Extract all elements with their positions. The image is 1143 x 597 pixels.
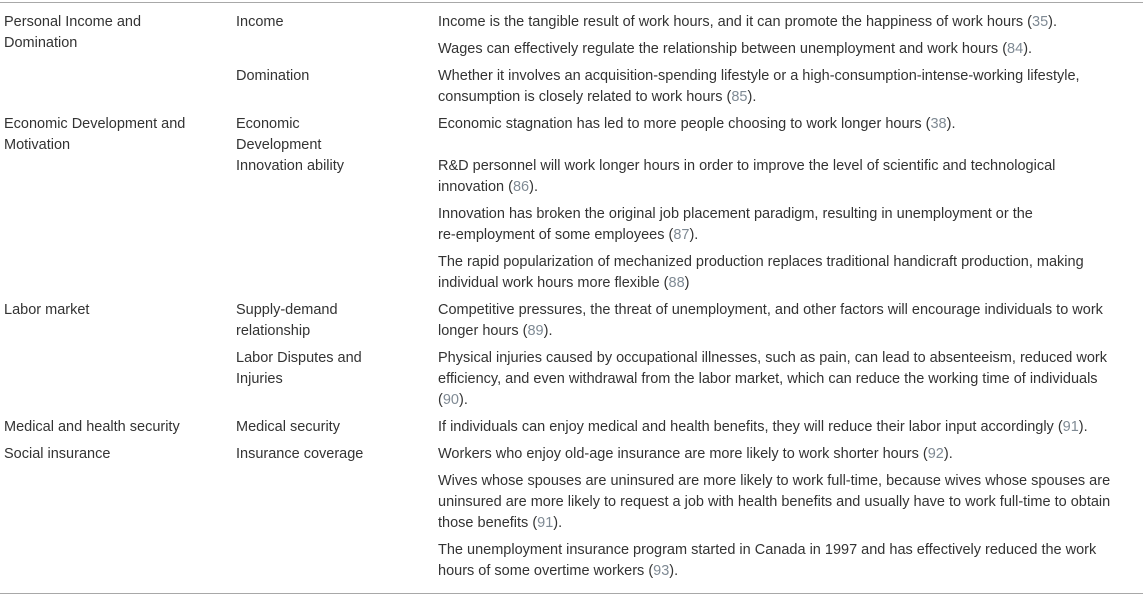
table-row bbox=[0, 114, 1143, 156]
description-entry bbox=[438, 444, 1143, 465]
entry-text: Whether it involves an acquisition-spending lifestyle or a high-consumption-intense-working lifestyle, consumption is closely related to work hours ( bbox=[438, 68, 1080, 105]
description-entry bbox=[438, 66, 1143, 108]
entry-punctuation: ). bbox=[669, 563, 679, 579]
description-entry bbox=[438, 540, 1143, 582]
table-row bbox=[0, 348, 1143, 417]
entry-punctuation: ). bbox=[553, 515, 563, 531]
entry-text: Wages can effectively regulate the relationship between unemployment and work hours ( bbox=[438, 41, 1008, 57]
table-row bbox=[0, 66, 1143, 114]
description-cell bbox=[434, 12, 1143, 66]
entry-text: Income is the tangible result of work hours, and it can promote the happiness of work hours ( bbox=[438, 14, 1033, 30]
factor-cell: Supply-demand relationship bbox=[236, 302, 338, 339]
entry-text: The rapid popularization of mechanized production replaces traditional handicraft production, making individual work hours more flexible ( bbox=[438, 254, 1084, 291]
description-entry bbox=[438, 471, 1143, 534]
reference-link[interactable]: 90 bbox=[442, 392, 459, 408]
entry-text: Workers who enjoy old-age insurance are more likely to work shorter hours ( bbox=[438, 446, 928, 462]
table-row bbox=[0, 12, 1143, 66]
entry-punctuation: ) bbox=[684, 275, 690, 291]
reference-link[interactable]: 89 bbox=[527, 323, 544, 339]
description-entry bbox=[438, 300, 1143, 342]
entry-punctuation: ). bbox=[946, 116, 956, 132]
description-entry bbox=[438, 114, 1143, 135]
category-cell: Personal Income and Domination bbox=[4, 14, 142, 51]
description-entry bbox=[438, 12, 1143, 33]
description-entry bbox=[438, 252, 1143, 294]
reference-link[interactable]: 87 bbox=[673, 227, 690, 243]
factor-cell: Medical security bbox=[236, 419, 340, 435]
reference-link[interactable]: 91 bbox=[1062, 419, 1079, 435]
entry-text: If individuals can enjoy medical and health benefits, they will reduce their labor input accordingly ( bbox=[438, 419, 1063, 435]
entry-punctuation: ). bbox=[943, 446, 953, 462]
reference-link[interactable]: 91 bbox=[537, 515, 554, 531]
entry-text: The unemployment insurance program started in Canada in 1997 and has effectively reduced the work hours of some overtime workers ( bbox=[438, 542, 1097, 579]
factor-cell: Domination bbox=[236, 68, 310, 84]
factor-cell: Insurance coverage bbox=[236, 446, 364, 462]
reference-link[interactable]: 93 bbox=[653, 563, 670, 579]
table-top-rule bbox=[0, 2, 1143, 3]
entry-text: Wives whose spouses are uninsured are more likely to work full-time, because wives whose spouses are uninsured are more likely to request a job with health benefits and usually have to work full-time to obtain those benefits ( bbox=[438, 473, 1111, 531]
reference-link[interactable]: 85 bbox=[731, 89, 748, 105]
description-cell bbox=[434, 66, 1143, 114]
description-cell bbox=[434, 300, 1143, 348]
entry-punctuation: ). bbox=[1078, 419, 1088, 435]
description-cell bbox=[434, 114, 1143, 141]
description-cell bbox=[434, 444, 1143, 588]
table-row bbox=[0, 156, 1143, 300]
category-cell: Economic Development and Motivation bbox=[4, 116, 186, 153]
factor-cell: Income bbox=[236, 14, 284, 30]
entry-text: Economic stagnation has led to more people choosing to work longer hours ( bbox=[438, 116, 931, 132]
description-entry bbox=[438, 156, 1143, 198]
table-body bbox=[0, 12, 1143, 588]
category-cell: Social insurance bbox=[4, 446, 111, 462]
reference-link[interactable]: 92 bbox=[927, 446, 944, 462]
factor-cell: Labor Disputes and Injuries bbox=[236, 350, 362, 387]
entry-punctuation: ). bbox=[747, 89, 757, 105]
description-entry bbox=[438, 39, 1143, 60]
table-row bbox=[0, 300, 1143, 348]
entry-punctuation: ). bbox=[529, 179, 538, 195]
table-row bbox=[0, 444, 1143, 588]
reference-link[interactable]: 38 bbox=[930, 116, 947, 132]
reference-link[interactable]: 86 bbox=[512, 179, 530, 195]
factor-cell: Innovation ability bbox=[236, 158, 345, 174]
category-cell: Medical and health security bbox=[4, 419, 180, 435]
reference-link[interactable]: 84 bbox=[1007, 41, 1024, 57]
description-entry bbox=[438, 204, 1143, 246]
description-cell bbox=[434, 156, 1143, 300]
entry-punctuation: ). bbox=[1048, 14, 1058, 30]
entry-text: Physical injuries caused by occupational illnesses, such as pain, can lead to absenteeism, reduced work efficiency, and even withdrawal from the labor market, which can reduce the working time of individuals ( bbox=[438, 350, 1107, 408]
entry-punctuation: ). bbox=[1023, 41, 1033, 57]
description-entry bbox=[438, 348, 1143, 411]
entry-text: Competitive pressures, the threat of unemployment, and other factors will encourage individuals to work longer hours ( bbox=[438, 302, 1103, 339]
reference-link[interactable]: 88 bbox=[668, 275, 685, 291]
entry-punctuation: ). bbox=[458, 392, 468, 408]
description-cell bbox=[434, 348, 1143, 417]
entry-punctuation: ). bbox=[543, 323, 553, 339]
description-entry bbox=[438, 417, 1143, 438]
category-cell: Labor market bbox=[4, 302, 90, 318]
description-cell bbox=[434, 417, 1143, 444]
entry-text: Innovation has broken the original job placement paradigm, resulting in unemployment or the re-employment of some employees ( bbox=[438, 206, 1033, 243]
table-bottom-rule bbox=[0, 593, 1143, 594]
factor-cell: Economic Development bbox=[236, 116, 322, 153]
entry-text: R&D personnel will work longer hours in order to improve the level of scientific and technological innovation ( bbox=[438, 158, 1056, 195]
reference-link[interactable]: 35 bbox=[1032, 14, 1049, 30]
table-row bbox=[0, 417, 1143, 444]
entry-punctuation: ). bbox=[689, 227, 699, 243]
